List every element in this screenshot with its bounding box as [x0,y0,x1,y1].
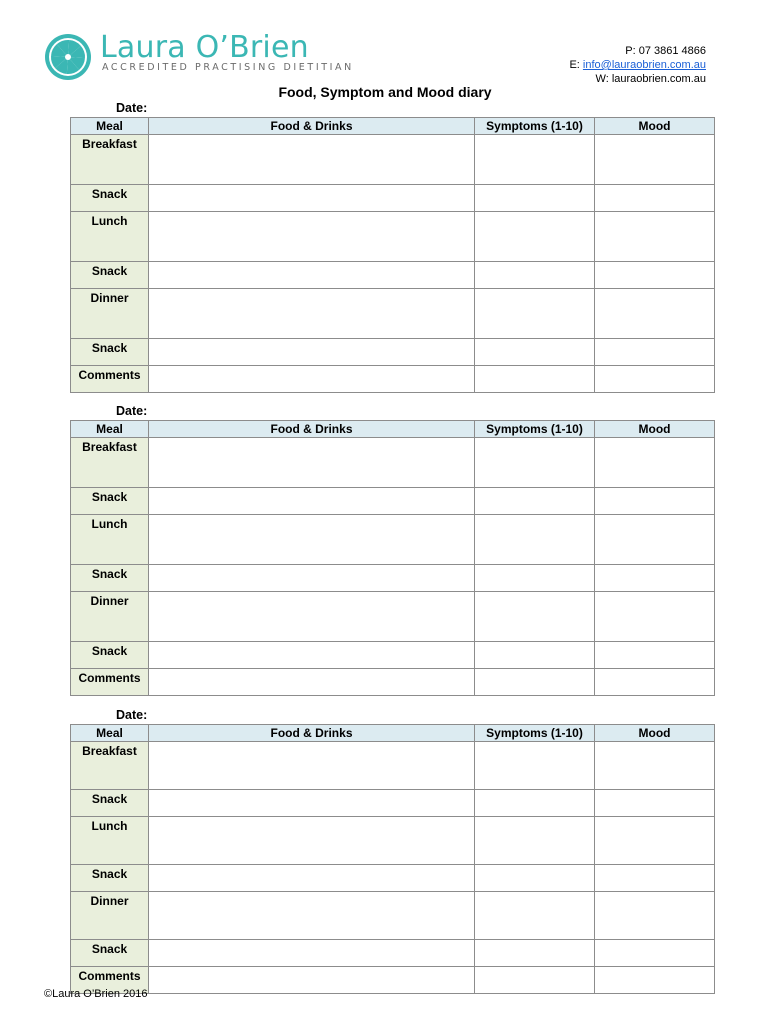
email-link[interactable]: info@lauraobrien.com.au [582,59,706,71]
mood-cell[interactable] [595,212,715,262]
symptoms-cell[interactable] [475,339,595,366]
mood-cell[interactable] [595,135,715,185]
food-cell[interactable] [149,262,475,289]
symptoms-cell[interactable] [475,865,595,892]
citrus-slice-icon [44,33,92,81]
meal-label-breakfast: Breakfast [71,438,149,488]
food-cell[interactable] [149,817,475,865]
symptoms-cell[interactable] [475,592,595,642]
symptoms-cell[interactable] [475,185,595,212]
mood-cell[interactable] [595,892,715,940]
symptoms-cell[interactable] [475,262,595,289]
food-cell[interactable] [149,865,475,892]
column-header-mood: Mood [595,118,715,135]
page-title: Food, Symptom and Mood diary [278,84,492,100]
column-header-food: Food & Drinks [149,421,475,438]
mood-cell[interactable] [595,366,715,393]
symptoms-cell[interactable] [475,212,595,262]
symptoms-cell[interactable] [475,289,595,339]
food-cell[interactable] [149,212,475,262]
mood-cell[interactable] [595,565,715,592]
meal-label-lunch: Lunch [71,515,149,565]
mood-cell[interactable] [595,289,715,339]
column-header-meal: Meal [71,725,149,742]
mood-cell[interactable] [595,817,715,865]
symptoms-cell[interactable] [475,438,595,488]
meal-label-dinner: Dinner [71,592,149,642]
symptoms-cell[interactable] [475,940,595,967]
column-header-mood: Mood [595,421,715,438]
mood-cell[interactable] [595,790,715,817]
mood-cell[interactable] [595,742,715,790]
column-header-food: Food & Drinks [149,725,475,742]
meal-label-snack: Snack [71,642,149,669]
mood-cell[interactable] [595,967,715,994]
column-header-symptoms: Symptoms (1-10) [475,725,595,742]
symptoms-cell[interactable] [475,892,595,940]
meal-label-comments: Comments [71,669,149,696]
symptoms-cell[interactable] [475,366,595,393]
mood-cell[interactable] [595,669,715,696]
mood-cell[interactable] [595,592,715,642]
meal-label-comments: Comments [71,366,149,393]
food-cell[interactable] [149,289,475,339]
column-header-meal: Meal [71,118,149,135]
meal-label-snack: Snack [71,339,149,366]
food-cell[interactable] [149,592,475,642]
symptoms-cell[interactable] [475,642,595,669]
brand-tagline: ACCREDITED PRACTISING DIETITIAN [102,62,354,73]
food-cell[interactable] [149,940,475,967]
symptoms-cell[interactable] [475,488,595,515]
symptoms-cell[interactable] [475,565,595,592]
meal-label-snack: Snack [71,940,149,967]
symptoms-cell[interactable] [475,135,595,185]
mood-cell[interactable] [595,865,715,892]
food-cell[interactable] [149,366,475,393]
mood-cell[interactable] [595,940,715,967]
meal-label-dinner: Dinner [71,892,149,940]
meal-label-dinner: Dinner [71,289,149,339]
contact-phone: P: 07 3861 4866 [625,45,706,57]
food-cell[interactable] [149,135,475,185]
mood-cell[interactable] [595,262,715,289]
symptoms-cell[interactable] [475,742,595,790]
diary-table [70,724,715,994]
food-cell[interactable] [149,515,475,565]
meal-label-snack: Snack [71,790,149,817]
mood-cell[interactable] [595,488,715,515]
food-cell[interactable] [149,339,475,366]
email-prefix: E: [569,59,583,71]
meal-label-snack: Snack [71,488,149,515]
symptoms-cell[interactable] [475,817,595,865]
meal-label-lunch: Lunch [71,817,149,865]
food-cell[interactable] [149,565,475,592]
food-cell[interactable] [149,742,475,790]
date-label: Date: [116,708,148,722]
food-cell[interactable] [149,642,475,669]
food-cell[interactable] [149,892,475,940]
column-header-food: Food & Drinks [149,118,475,135]
meal-label-comments: Comments [71,967,149,994]
footer-copyright: ©Laura O’Brien 2016 [44,988,148,1000]
date-label: Date: [116,101,148,115]
column-header-symptoms: Symptoms (1-10) [475,421,595,438]
food-cell[interactable] [149,790,475,817]
symptoms-cell[interactable] [475,669,595,696]
column-header-meal: Meal [71,421,149,438]
symptoms-cell[interactable] [475,790,595,817]
mood-cell[interactable] [595,515,715,565]
diary-table [70,117,715,393]
mood-cell[interactable] [595,185,715,212]
mood-cell[interactable] [595,339,715,366]
mood-cell[interactable] [595,642,715,669]
mood-cell[interactable] [595,438,715,488]
meal-label-snack: Snack [71,262,149,289]
food-cell[interactable] [149,185,475,212]
meal-label-snack: Snack [71,865,149,892]
column-header-mood: Mood [595,725,715,742]
column-header-symptoms: Symptoms (1-10) [475,118,595,135]
food-cell[interactable] [149,669,475,696]
meal-label-breakfast: Breakfast [71,742,149,790]
meal-label-lunch: Lunch [71,212,149,262]
date-label: Date: [116,404,148,418]
meal-label-breakfast: Breakfast [71,135,149,185]
contact-block [569,44,706,86]
symptoms-cell[interactable] [475,967,595,994]
diary-table [70,420,715,696]
food-cell[interactable] [149,967,475,994]
contact-email-row [569,58,706,72]
meal-label-snack: Snack [71,565,149,592]
food-cell[interactable] [149,438,475,488]
symptoms-cell[interactable] [475,515,595,565]
contact-website: W: lauraobrien.com.au [595,73,706,85]
brand-name: Laura O’Brien [100,30,309,65]
meal-label-snack: Snack [71,185,149,212]
food-cell[interactable] [149,488,475,515]
